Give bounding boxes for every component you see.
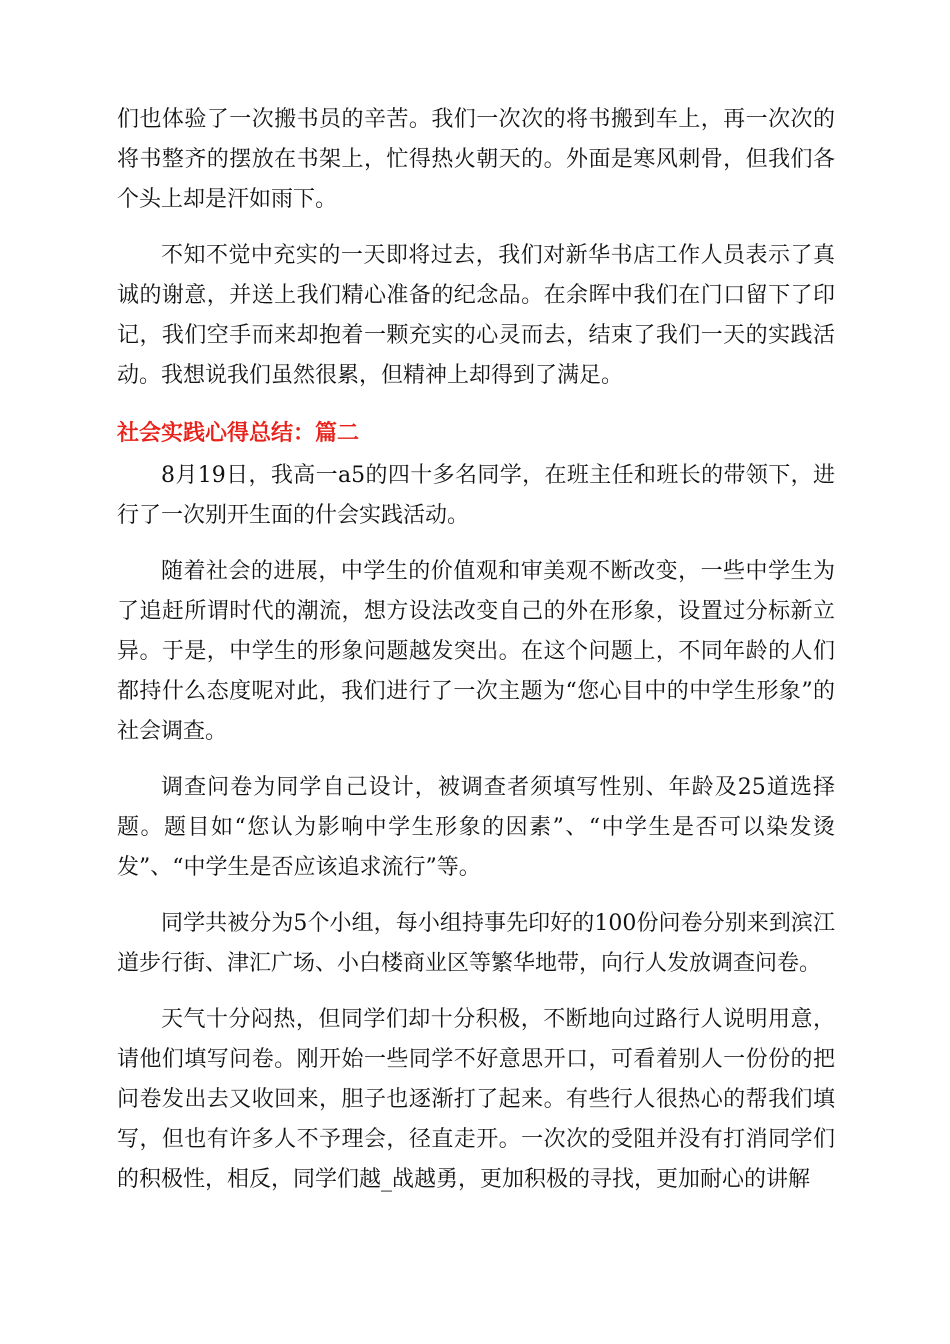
- paragraph: 不知不觉中充实的一天即将过去，我们对新华书店工作人员表示了真诚的谢意，并送上我们精心准备的纪念品。在余晖中我们在门口留下了印记，我们空手而来却抱着一颗充实的心灵而去，结束了我们一天的实践活动。我想说我们虽然很累，但精神上却得到了满足。: [117, 243, 835, 388]
- document-body: [117, 100, 835, 1216]
- paragraph: 8月19日，我高一a5的四十多名同学，在班主任和班长的带领下，进行了一次别开生面的什会实践活动。: [117, 463, 835, 528]
- paragraph: 调查问卷为同学自己设计，被调查者须填写性别、年龄及25道选择题。题目如“您认为影响中学生形象的因素”、“中学生是否可以染发烫发”、“中学生是否应该追求流行”等。: [117, 775, 835, 880]
- paragraph: 天气十分闷热，但同学们却十分积极，不断地向过路行人说明用意，请他们填写问卷。刚开始一些同学不好意思开口，可看着别人一份份的把问卷发出去又收回来，胆子也逐渐打了起来。有些行人很热心的帮我们填写，但也有许多人不予理会，径直走开。一次次的受阻并没有打消同学们的积极性，相反，同学们越_战越勇，更加积极的寻找，更加耐心的讲解: [117, 1007, 835, 1192]
- section-heading: 社会实践心得总结：篇二: [117, 421, 360, 446]
- paragraph: 随着社会的进展，中学生的价值观和审美观不断改变，一些中学生为了追赶所谓时代的潮流，想方设法改变自己的外在形象，设置过分标新立异。于是，中学生的形象问题越发突出。在这个问题上，不同年龄的人们都持什么态度呢对此，我们进行了一次主题为“您心目中的中学生形象”的社会调查。: [117, 559, 835, 744]
- paragraph: 同学共被分为5个小组，每小组持事先印好的100份问卷分别来到滨江道步行街、津汇广场、小白楼商业区等繁华地带，向行人发放调查问卷。: [117, 911, 835, 976]
- paragraph-continued: 们也体验了一次搬书员的辛苦。我们一次次的将书搬到车上，再一次次的将书整齐的摆放在书架上，忙得热火朝天的。外面是寒风刺骨，但我们各个头上却是汗如雨下。: [117, 107, 835, 212]
